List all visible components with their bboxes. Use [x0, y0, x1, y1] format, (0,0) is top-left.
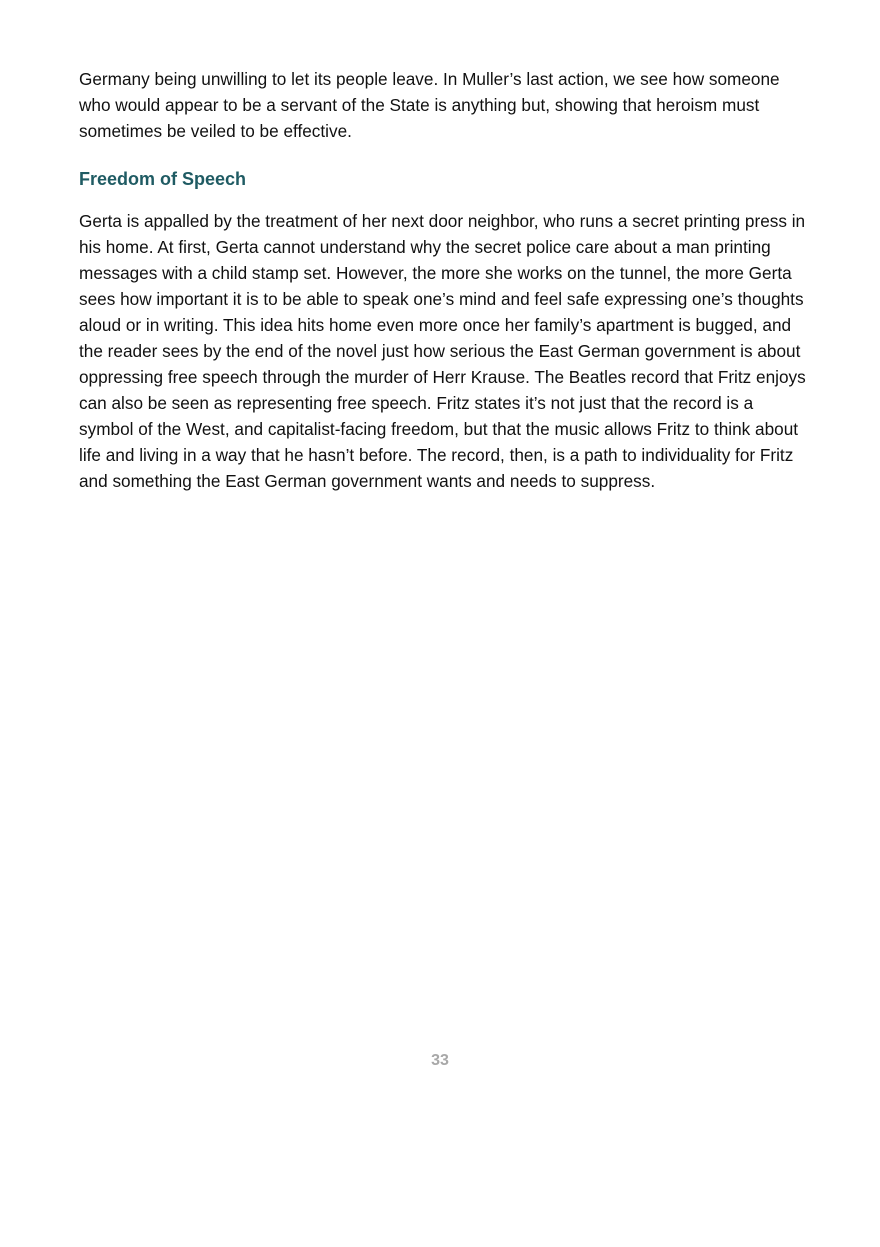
- page-number: 33: [431, 1052, 449, 1069]
- page-content: [79, 66, 809, 494]
- section-heading: Freedom of Speech: [79, 169, 247, 189]
- intro-paragraph: Germany being unwilling to let its people leave. In Muller’s last action, we see how someone who would appear to be a servant of the State is anything but, showing that heroism must sometimes be veiled to be effective.: [79, 69, 780, 141]
- section-paragraph: Gerta is appalled by the treatment of her next door neighbor, who runs a secret printing press in his home. At first, Gerta cannot understand why the secret police care about a man printing messages with a child stamp set. However, the more she works on the tunnel, the more Gerta sees how important it is to be able to speak one’s mind and feel safe expressing one’s thoughts aloud or in writing. This idea hits home even more once her family’s apartment is bugged, and the reader sees by the end of the novel just how serious the East German government is about oppressing free speech through the murder of Herr Krause. The Beatles record that Fritz enjoys can also be seen as representing free speech. Fritz states it’s not just that the record is a symbol of the West, and capitalist-facing freedom, but that the music allows Fritz to think about life and living in a way that he hasn’t before. The record, then, is a path to individuality for Fritz and something the East German government wants and needs to suppress.: [79, 211, 806, 491]
